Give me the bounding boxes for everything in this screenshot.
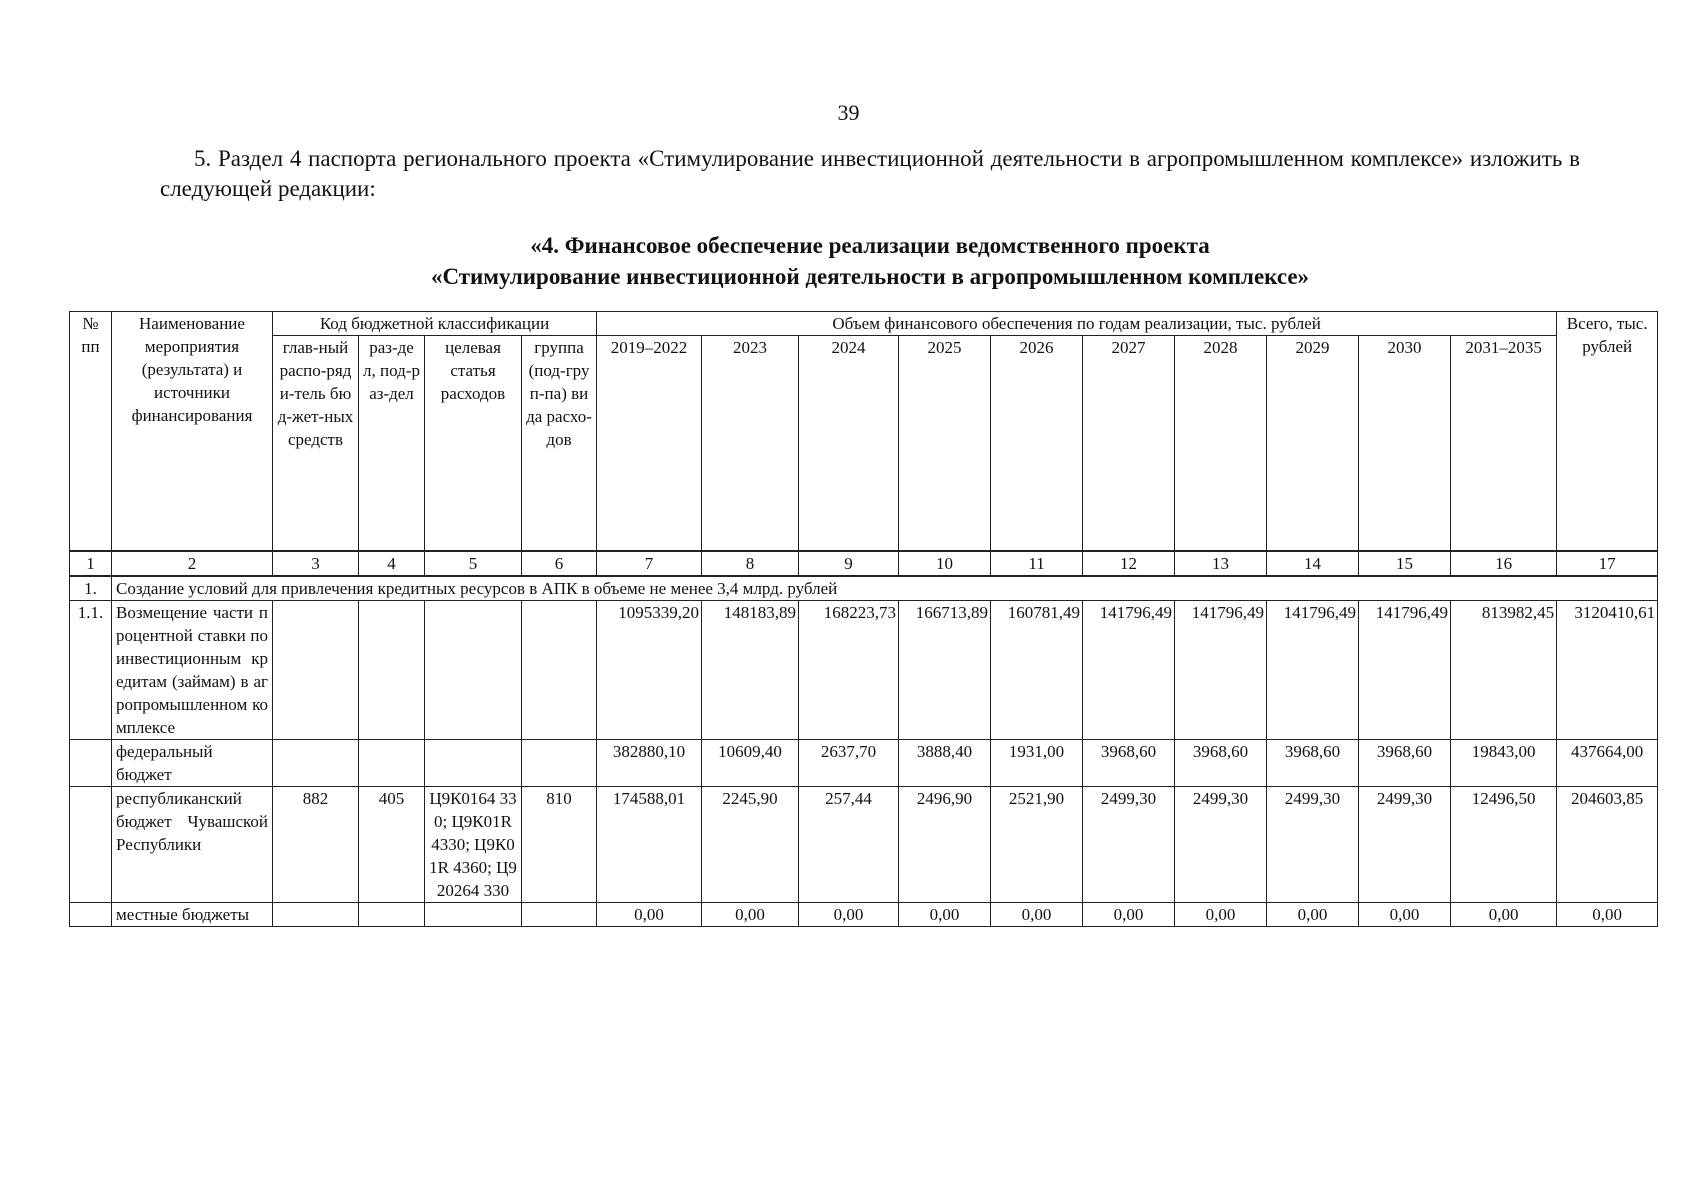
row-group [522,600,597,739]
row-value: 10609,40 [702,739,799,786]
column-number: 1 [70,551,112,576]
row-total: 0,00 [1557,902,1658,926]
row-value: 0,00 [1451,902,1557,926]
intro-paragraph: 5. Раздел 4 паспорта регионального проекта «Стимулирование инвестиционной деятельности в агропромышленном комплексе» изложить в следующей редакции: [160,146,1580,201]
row-value: 2496,90 [899,786,991,902]
header-row-1 [70,312,1658,336]
row-value: 2637,70 [799,739,899,786]
column-number: 12 [1083,551,1175,576]
section-num: 1. [70,576,112,601]
column-number: 10 [899,551,991,576]
column-number: 7 [597,551,702,576]
row-value: 2521,90 [991,786,1083,902]
heading-line-2: «Стимулирование инвестиционной деятельности в агропромышленном комплексе» [430,264,1310,289]
row-main-manager: 882 [273,786,359,902]
header-year: 2024 [799,336,899,551]
column-number: 13 [1175,551,1267,576]
row-value: 382880,10 [597,739,702,786]
row-num: 1.1. [70,600,112,739]
table-row [70,902,1658,926]
header-name: Наименование мероприятия (результата) и источники финансирования [112,312,273,551]
column-number: 2 [112,551,273,576]
column-number: 11 [991,551,1083,576]
row-value: 3968,60 [1083,739,1175,786]
table-row [70,739,1658,786]
column-number: 9 [799,551,899,576]
row-value: 0,00 [1083,902,1175,926]
row-value: 0,00 [1267,902,1359,926]
row-value: 141796,49 [1083,600,1175,739]
row-num [70,902,112,926]
row-value: 0,00 [597,902,702,926]
row-value: 168223,73 [799,600,899,739]
section-title: Создание условий для привлечения кредитных ресурсов в АПК в объеме не менее 3,4 млрд. рублей [112,576,1658,601]
header-volume: Объем финансового обеспечения по годам реализации, тыс. рублей [597,312,1557,336]
row-value: 141796,49 [1267,600,1359,739]
page-number: 39 [837,100,860,125]
row-target [425,739,522,786]
row-name: местные бюджеты [112,902,273,926]
header-target: целевая статья расходов [425,336,522,551]
header-year: 2031–2035 [1451,336,1557,551]
row-value: 2499,30 [1267,786,1359,902]
column-number: 17 [1557,551,1658,576]
header-section: раз-дел, под-раз-дел [359,336,425,551]
row-section: 405 [359,786,425,902]
header-year: 2027 [1083,336,1175,551]
row-target: Ц9К0164 330; Ц9К01R 4330; Ц9К01R 4360; Ц920264 330 [425,786,522,902]
row-target [425,902,522,926]
row-main-manager [273,739,359,786]
row-total: 204603,85 [1557,786,1658,902]
row-main-manager [273,600,359,739]
row-value: 3888,40 [899,739,991,786]
row-value: 3968,60 [1359,739,1451,786]
header-num: № пп [70,312,112,551]
column-number: 6 [522,551,597,576]
header-year: 2025 [899,336,991,551]
row-value: 2499,30 [1083,786,1175,902]
row-section [359,739,425,786]
heading-line-1: «4. Финансовое обеспечение реализации ведомственного проекта [530,233,1210,258]
row-total: 437664,00 [1557,739,1658,786]
section-row [70,576,1658,601]
header-year: 2026 [991,336,1083,551]
column-number: 15 [1359,551,1451,576]
row-value: 174588,01 [597,786,702,902]
header-year: 2030 [1359,336,1451,551]
header-budget-code: Код бюджетной классификации [273,312,597,336]
row-section [359,902,425,926]
row-value: 3968,60 [1175,739,1267,786]
row-value: 0,00 [702,902,799,926]
row-value: 160781,49 [991,600,1083,739]
row-value: 19843,00 [1451,739,1557,786]
row-num [70,786,112,902]
column-number: 3 [273,551,359,576]
table-row [70,786,1658,902]
row-value: 148183,89 [702,600,799,739]
row-value: 3968,60 [1267,739,1359,786]
header-group: группа (под-груп-па) вида расхо-дов [522,336,597,551]
column-number: 16 [1451,551,1557,576]
row-value: 12496,50 [1451,786,1557,902]
row-value: 257,44 [799,786,899,902]
row-value: 0,00 [1359,902,1451,926]
row-name: республиканский бюджет Чувашской Республики [112,786,273,902]
header-year: 2019–2022 [597,336,702,551]
row-value: 2245,90 [702,786,799,902]
column-number: 14 [1267,551,1359,576]
row-group: 810 [522,786,597,902]
row-group [522,739,597,786]
row-section [359,600,425,739]
row-group [522,902,597,926]
row-value: 2499,30 [1359,786,1451,902]
header-year: 2028 [1175,336,1267,551]
row-name: Возмещение части процентной ставки по инвестиционным кредитам (займам) в агропромышленном комплексе [112,600,273,739]
row-value: 813982,45 [1451,600,1557,739]
row-value: 2499,30 [1175,786,1267,902]
header-row-2 [70,336,1658,551]
table-row [70,600,1658,739]
financing-table [69,311,1658,927]
header-total: Всего, тыс. рублей [1557,312,1658,551]
row-value: 166713,89 [899,600,991,739]
row-value: 141796,49 [1359,600,1451,739]
row-value: 141796,49 [1175,600,1267,739]
row-num [70,739,112,786]
row-target [425,600,522,739]
column-number: 5 [425,551,522,576]
row-value: 1931,00 [991,739,1083,786]
row-value: 0,00 [991,902,1083,926]
row-value: 0,00 [899,902,991,926]
header-main-manager: глав-ный распо-ряди-тель бюд-жет-ных средств [273,336,359,551]
table-heading [160,230,1580,292]
row-name: федеральный бюджет [112,739,273,786]
column-number: 8 [702,551,799,576]
row-value: 0,00 [799,902,899,926]
header-year: 2023 [702,336,799,551]
column-number: 4 [359,551,425,576]
header-year: 2029 [1267,336,1359,551]
row-value: 0,00 [1175,902,1267,926]
row-value: 1095339,20 [597,600,702,739]
row-total: 3120410,61 [1557,600,1658,739]
row-main-manager [273,902,359,926]
column-number-row [70,551,1658,576]
